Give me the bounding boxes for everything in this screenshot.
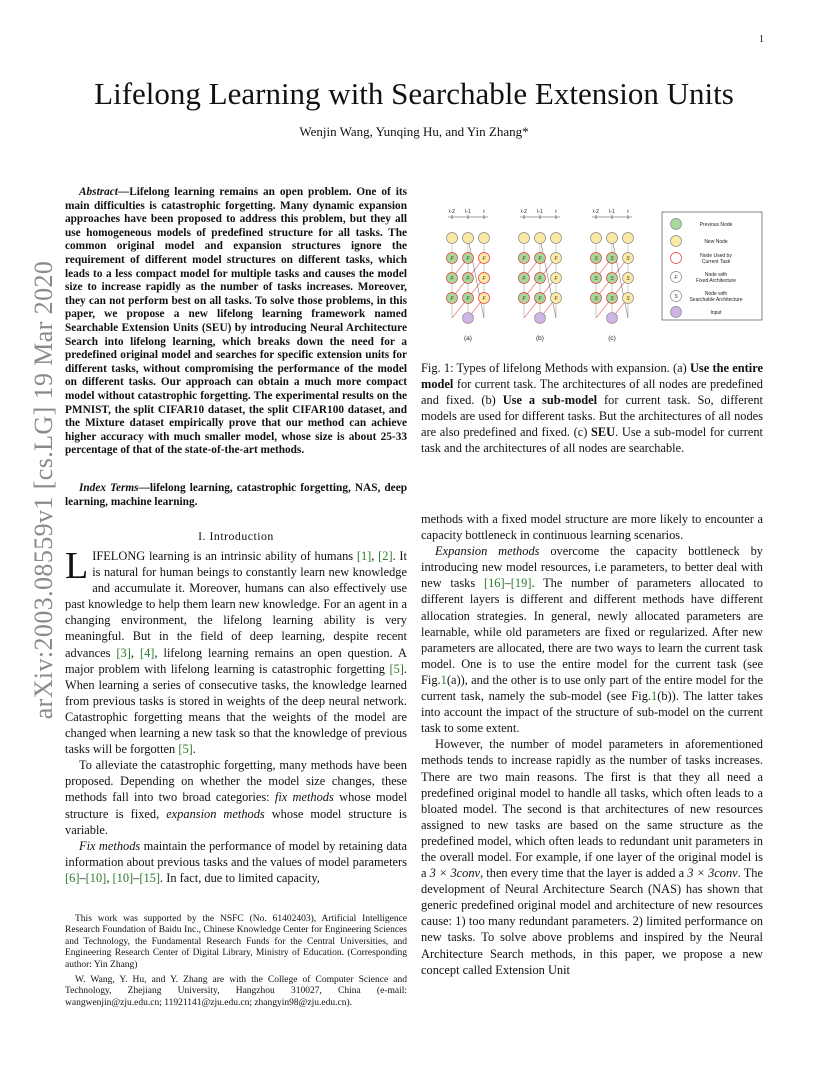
legend-label: Node with Searchable Architecture (689, 291, 743, 303)
intro-text: whose model structure is fixed, (65, 790, 408, 821)
citation-link[interactable]: [10] (85, 870, 107, 885)
citation-link[interactable]: [1] (356, 549, 372, 563)
panel-label: (c) (608, 335, 616, 342)
intro-text: , (371, 549, 379, 563)
legend-swatch (671, 307, 682, 318)
intro-text: . In fact, due to limited capacity, (160, 870, 320, 885)
network-node (591, 233, 602, 244)
node-type-label: S (610, 276, 614, 282)
node-type-label: S (626, 256, 630, 262)
page-number: 1 (759, 34, 764, 45)
caption-text: Fig. 1: Types of lifelong Methods with expansion. (a) (421, 361, 690, 375)
citation-link[interactable]: [6] (65, 870, 80, 885)
citation-link[interactable]: [4] (139, 645, 155, 660)
arxiv-stamp (20, 260, 68, 720)
legend-label: Node Used by Current Task (700, 253, 732, 265)
node-type-label: S (626, 276, 630, 282)
node-type-label: F (522, 256, 526, 262)
panel-label: (b) (536, 335, 544, 342)
citation-link[interactable]: [5] (178, 742, 193, 757)
arxiv-id: arXiv:2003.08559v1 [cs.LG] 19 Mar 2020 (29, 260, 58, 720)
network-node (519, 233, 530, 244)
node-type-label: F (538, 276, 542, 282)
citation-link[interactable]: [2] (378, 549, 393, 563)
node-type-label: F (554, 276, 558, 282)
intro-text: . It is natural for human beings to constantly learn new knowledge and accumulate it. Moreover, humans can also effectively use past knowledge to help them learn new knowledge. For an agent in a changing environment, the lifelong learning ability is very meaningful. But in the field of deep learning, despite recent advances (65, 549, 407, 660)
figure-legend (662, 212, 762, 320)
figure-link[interactable]: 1 (440, 672, 447, 687)
legend-label: Input (710, 309, 722, 316)
node-type-label: F (482, 256, 486, 262)
time-label: t (555, 209, 557, 215)
network-node (551, 233, 562, 244)
caption-bold: Use a sub-model (502, 393, 598, 408)
intro-text: – (133, 870, 140, 885)
index-terms-label: Index Terms (79, 482, 139, 494)
body-text: methods with a fixed model structure are more likely to encounter a capacity bottleneck in continuous learning scenarios. (421, 512, 763, 543)
time-label: t (627, 209, 629, 215)
time-label: t-1 (537, 209, 543, 215)
intro-emphasis: fix methods (274, 790, 334, 805)
caption-bold: SEU (591, 425, 616, 440)
input-node (607, 313, 618, 324)
footnotes (65, 914, 407, 1013)
footnote-funding: This work was supported by the NSFC (No. 61402403), Artificial Intelligence Research Foundation of Baidu Inc., Chinese Knowledge Center for Engineering Sciences and Technology, the Fundamental Research Funds for the Central Universities, and Engineering Research Center of Digital Library, Ministry of Education. (Corresponding author: Yin Zhang) (65, 914, 407, 970)
input-node (463, 313, 474, 324)
drop-cap: L (65, 545, 89, 587)
citation-link[interactable]: [16] (483, 576, 505, 591)
node-type-label: S (594, 276, 598, 282)
network-node (607, 233, 618, 244)
caption-text: for current task. So, different models are used for different tasks. But the architectures of all nodes are also predefined and fixed. (c) (421, 393, 763, 440)
citation-link[interactable]: [3] (116, 645, 131, 660)
network-node (535, 233, 546, 244)
citation-link[interactable]: [15] (139, 870, 161, 885)
introduction-body (65, 545, 408, 886)
node-type-label: F (522, 296, 526, 302)
legend-label: Previous Node (699, 221, 733, 228)
legend-swatch (671, 219, 682, 230)
index-terms-text: —lifelong learning, catastrophic forgetting, NAS, deep learning, machine learning. (65, 482, 407, 508)
node-type-label: F (450, 276, 454, 282)
time-label: t-2 (593, 209, 599, 215)
body-text: , then every time that the layer is added a (480, 866, 688, 881)
legend-label: Node with Fixed Architecture (695, 272, 737, 284)
body-text: overcome the capacity bottleneck by introducing new model resources, i.e parameters, to better deal with new tasks (421, 544, 763, 591)
section-heading: I. Introduction (198, 529, 274, 543)
node-type-label: S (594, 256, 598, 262)
citation-link[interactable]: [5] (389, 661, 404, 676)
intro-text: , (106, 870, 113, 885)
intro-emphasis: Fix methods (79, 838, 141, 853)
math-expression: 3 × 3conv (429, 866, 481, 881)
legend-swatch (671, 253, 682, 264)
legend-swatch (671, 236, 682, 247)
time-label: t (483, 209, 485, 215)
node-type-label: S (610, 296, 614, 302)
citation-link[interactable]: [19] (510, 576, 532, 591)
network-node (479, 233, 490, 244)
node-type-label: F (466, 296, 470, 302)
legend-label: New Node (704, 238, 728, 245)
abstract (65, 186, 407, 458)
intro-text: maintain the performance of model by retaining data information about previous tasks and the values of model parameters (65, 838, 407, 869)
figure-panel (591, 209, 634, 342)
time-label: t-1 (609, 209, 615, 215)
legend-symbol: S (674, 294, 678, 300)
body-text: However, the number of model parameters in aforementioned methods tends to increase rapidly as the number of tasks increases. There are two main reasons. The first is that they all need a predefined original model to handle all tasks, which often leads to a bloated model. The second is that architectures of new resources assigned to new tasks are based on the same structure as the predefined model, which often leads to redundant unit parameters in the overall model. For example, if one layer of the original model is a (421, 737, 763, 881)
body-text: (a)), and the other is to use only part of the entire model for the current task, namely the sub-model (see Fig. (421, 672, 763, 704)
node-type-label: F (538, 296, 542, 302)
intro-text: , lifelong learning remains an open question. A major problem with lifelong learning is catastrophic forgetting (65, 645, 407, 676)
node-type-label: F (482, 296, 486, 302)
intro-text: . When learning a series of consecutive tasks, the knowledge learned from previous tasks is stored in weights of the deep neural network. Catastrophic forgetting means that the weights of the model are changed when learning a new task so that the knowledge of previous tasks will be forgotten (65, 661, 407, 757)
node-type-label: F (522, 276, 526, 282)
caption-text: . Use a sub-model for current task and the architectures of all nodes are searchable. (421, 425, 763, 456)
node-type-label: F (466, 276, 470, 282)
right-column-body (421, 511, 763, 978)
node-type-label: S (594, 296, 598, 302)
figure-panel (519, 209, 562, 342)
figure-panel (447, 209, 490, 342)
node-type-label: F (450, 296, 454, 302)
abstract-label: Abstract (79, 186, 118, 198)
legend-symbol: F (674, 275, 678, 281)
node-type-label: F (482, 276, 486, 282)
math-expression: 3 × 3conv (687, 866, 738, 881)
node-type-label: F (538, 256, 542, 262)
time-label: t-2 (449, 209, 455, 215)
input-node (535, 313, 546, 324)
node-type-label: F (466, 256, 470, 262)
time-label: t-2 (521, 209, 527, 215)
node-type-label: F (554, 256, 558, 262)
intro-text: To alleviate the catastrophic forgetting, many methods have been proposed. Depending on whether the model size changes, these methods fall into two broad categories: (65, 758, 407, 805)
intro-text: whose model structure is variable. (65, 806, 407, 837)
figure-caption (421, 360, 763, 457)
paper-authors: Wenjin Wang, Yunqing Hu, and Yin Zhang* (299, 124, 529, 139)
intro-emphasis: expansion methods (166, 806, 265, 821)
body-text: . The number of parameters allocated to different layers is different and different methods have different allocation strategies. In general, newly allocated parameters are learnable, while old parameters are fixed or regularized. After new parameters are allocated, there are two ways to learn the current task model. One is to use the entire model for the current task (see Fig. (421, 576, 763, 687)
body-text: . The development of Neural Architecture Search (NAS) has shown that generic predefined original model and architecture of new resources cause: 1) too many redundant parameters. 2) limited performance on new tasks. To solve above problems and inspired by the Neural Architecture Search methods, in this paper, we propose a new concept called Extension Unit (421, 866, 763, 977)
body-text: – (504, 576, 511, 591)
caption-bold: Use the entire model (421, 361, 763, 392)
time-label: t-1 (465, 209, 471, 215)
footnote-affiliation: W. Wang, Y. Hu, and Y. Zhang are with the College of Computer Science and Technology, Zhejiang University, Hangzhou 310027, China (e-mail: wangwenjin@zju.edu.cn; 11921141@zju.edu.cn; zhangyin98@zju.edu.cn). (65, 975, 407, 1008)
index-terms (65, 482, 407, 509)
node-type-label: F (450, 256, 454, 262)
node-type-label: S (626, 296, 630, 302)
figure-1 (444, 206, 764, 346)
body-emphasis: Expansion methods (435, 544, 540, 559)
body-text: (b)). The latter takes into account the impact of the structure of sub-model on the current task to some extent. (421, 689, 764, 736)
network-node (463, 233, 474, 244)
network-node (623, 233, 634, 244)
intro-text: IFELONG learning is an intrinsic ability of humans (92, 549, 357, 563)
caption-text: for current task. The architectures of all nodes are predefined and fixed. (b) (421, 377, 763, 408)
figure-link[interactable]: 1 (651, 689, 658, 704)
node-type-label: S (610, 256, 614, 262)
network-node (447, 233, 458, 244)
paper-title: Lifelong Learning with Searchable Extension Units (94, 76, 734, 111)
intro-text: . (192, 742, 196, 757)
node-type-label: F (554, 296, 558, 302)
abstract-text: —Lifelong learning remains an open problem. One of its main difficulties is catastrophic forgetting. Many dynamic expansion approaches have been proposed to address this problem, but they all use homogeneous models of predefined structure for all tasks. The common original model and expansion structures ignore the requirement of different model structures on different tasks, which leads to a less compact model for multiple tasks and causes the model size to increase rapidly as the number of tasks increases. Moreover, they can not perform best on all tasks. To solve those problems, in this paper, we propose a new lifelong learning framework named Searchable Extension Units (SEU) by introducing Neural Architecture Search into lifelong learning, which breaks down the need for a predefined original model and searches for specific extension units for different tasks, without compromising the performance of the model on different tasks. Our approach can obtain a much more compact model without catastrophic forgetting. The experimental results on the PMNIST, the split CIFAR10 dataset, the split CIFAR100 dataset, and the Mixture dataset empirically prove that our method can achieve higher accuracy with much smaller model, whose size is about 25-33 percentage of that of the state-of-the-art methods. (65, 186, 407, 457)
citation-link[interactable]: [10] (112, 870, 134, 885)
panel-label: (a) (464, 335, 472, 342)
intro-text: , (130, 645, 140, 660)
intro-text: – (79, 870, 86, 885)
